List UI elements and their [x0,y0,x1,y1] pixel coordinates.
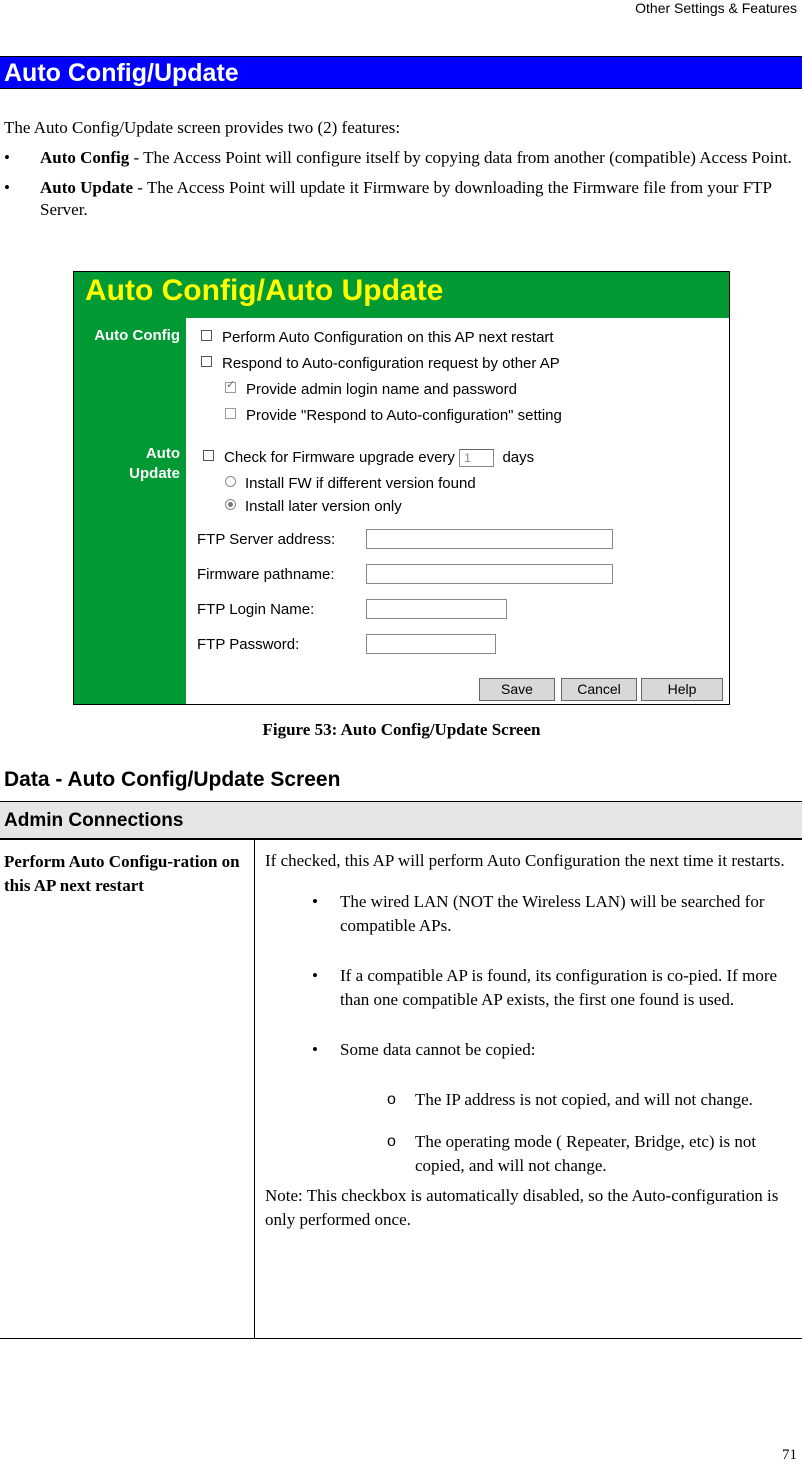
perform-auto-config-checkbox[interactable] [201,330,212,341]
install-later-radio[interactable] [225,499,236,510]
firmware-path-input[interactable] [366,564,613,584]
figure-caption: Figure 53: Auto Config/Update Screen [262,720,541,739]
description-subbullet-text: The operating mode ( Repeater, Bridge, etc) is not copied, and will not change. [415,1132,757,1175]
description-subbullet [265,1130,795,1178]
perform-auto-config-label: Perform Auto Configuration on this AP next restart [222,329,554,346]
help-button[interactable]: Help [641,678,723,701]
install-different-option[interactable] [225,475,476,492]
provide-respond-label: Provide "Respond to Auto-configuration" setting [246,407,562,424]
table-header-label: Admin Connections [4,810,184,831]
description-bullet [265,964,795,1012]
respond-auto-config-option[interactable] [201,355,560,372]
bullet-icon: • [4,148,10,167]
screen-sidebar [74,318,186,704]
page-number: 71 [782,1447,797,1463]
days-input[interactable]: 1 [459,449,494,467]
description-bullet-text: If a compatible AP is found, its configuration is co-pied. If more than one compatible AP exists, the first one found is used. [340,966,778,1009]
provide-admin-checkbox[interactable] [225,382,236,393]
running-header: Other Settings & Features [635,0,797,16]
install-different-label: Install FW if different version found [245,475,476,492]
table-divider-vertical [254,840,255,1338]
bullet-icon: • [4,178,10,197]
feature-list [4,147,794,221]
description-bullet [265,890,795,938]
install-different-radio[interactable] [225,476,236,487]
table-header [0,801,802,840]
feature-item [4,177,794,221]
check-firmware-label: Check for Firmware upgrade every [224,449,455,466]
intro [4,117,794,229]
data-section-title: Data - Auto Config/Update Screen [4,768,341,791]
bullet-icon: • [312,892,318,911]
table-divider-bottom [0,1338,802,1339]
ftp-server-label: FTP Server address: [197,531,336,548]
side-label-auto-update-line2: Update [129,465,180,482]
feature-item [4,147,794,169]
screen-title: Auto Config/Auto Update [85,274,444,307]
side-label-auto-update [129,444,180,484]
respond-auto-config-checkbox[interactable] [201,356,212,367]
feature-text: - The Access Point will configure itself by copying data from another (compatible) Access Point. [129,148,792,167]
auto-config-screenshot [73,271,730,705]
ftp-password-label: FTP Password: [197,636,300,653]
side-label-auto-update-line1: Auto [145,445,180,462]
provide-respond-option[interactable] [225,407,562,424]
description-intro: If checked, this AP will perform Auto Configuration the next time it restarts. [265,851,785,870]
feature-term: Auto Config [40,148,130,167]
description-subbullet [265,1088,795,1112]
check-firmware-checkbox[interactable] [203,450,214,461]
provide-respond-checkbox[interactable] [225,408,236,419]
intro-lead: The Auto Config/Update screen provides two (2) features: [4,118,401,137]
description-bullet-text: Some data cannot be copied: [340,1040,536,1059]
circle-bullet-icon: o [387,1091,396,1108]
screen-title-bar [74,272,729,318]
bullet-icon: • [312,1040,318,1059]
setting-description-cell [265,849,795,1232]
description-note: Note: This checkbox is automatically disabled, so the Auto-configuration is only performed once. [265,1186,779,1229]
perform-auto-config-option[interactable] [201,329,554,346]
description-bullet-text: The wired LAN (NOT the Wireless LAN) will be searched for compatible APs. [340,892,765,935]
ftp-password-input[interactable] [366,634,496,654]
install-later-option[interactable] [225,498,402,515]
setting-name-cell: Perform Auto Configu-ration on this AP next restart [4,852,240,895]
feature-term: Auto Update [40,178,134,197]
description-bullet [265,1038,795,1062]
description-subbullet-text: The IP address is not copied, and will not change. [415,1090,753,1109]
circle-bullet-icon: o [387,1133,396,1150]
check-firmware-option[interactable] [203,449,534,467]
save-button[interactable]: Save [479,678,555,701]
provide-admin-option[interactable] [225,381,517,398]
section-title-bar [0,56,802,89]
respond-auto-config-label: Respond to Auto-configuration request by other AP [222,355,560,372]
section-title: Auto Config/Update [4,59,239,87]
ftp-login-label: FTP Login Name: [197,601,315,618]
ftp-login-input[interactable] [366,599,507,619]
bullet-icon: • [312,966,318,985]
side-label-auto-config: Auto Config [94,327,180,344]
days-label: days [502,449,535,466]
provide-admin-label: Provide admin login name and password [246,381,517,398]
install-later-label: Install later version only [245,498,402,515]
feature-text: - The Access Point will update it Firmware by downloading the Firmware file from your FTP Server. [40,178,772,219]
firmware-path-label: Firmware pathname: [197,566,335,583]
cancel-button[interactable]: Cancel [561,678,637,701]
ftp-server-input[interactable] [366,529,613,549]
